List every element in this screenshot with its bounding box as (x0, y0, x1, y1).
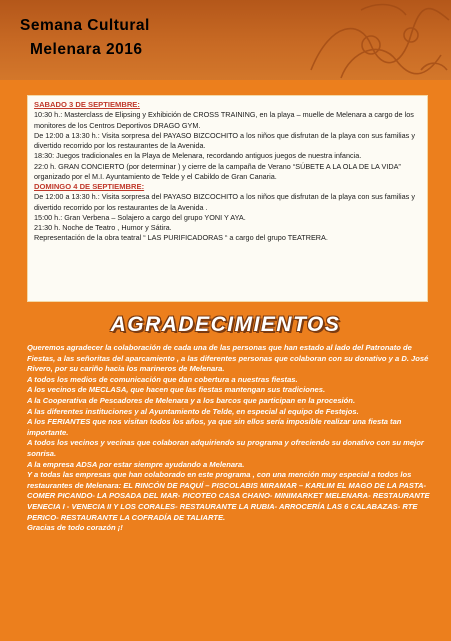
ack-paragraph: Gracias de todo corazón ¡! (27, 523, 123, 533)
schedule-item: De 12:00 a 13:30 h.: Visita sorpresa del PAYASO BIZCOCHITO a los niños que disfrutan de la playa con sus familias y divertido recorrido por los restaurantes de la Avenida. (34, 130, 415, 150)
schedule-item: 10:30 h.: Masterclass de Elipsing y Exhibición de CROSS TRAINING, en la playa – muelle de Melenara a cargo de los monitores de los Centros Deportivos DRAGO GYM. (34, 110, 414, 130)
schedule-item: 21:30 h. Noche de Teatro , Humor y Sátira. (34, 223, 172, 232)
ack-paragraph: A la empresa ADSA por estar siempre ayudando a Melenara. (27, 459, 245, 469)
ack-paragraph: Queremos agradecer la colaboración de cada una de las personas que han estado al lado del Patronato de Fiestas, a las señoritas del aparcamiento , a las diferentes personas que colaboran con su donativo y a D. José Rivero, por su cariño hacia los marineros de Melenara. (27, 343, 429, 374)
schedule-item: Representación de la obra teatral “ LAS PURIFICADORAS “ a cargo del grupo TEATRERA. (34, 233, 328, 243)
schedule-item: 18:30: Juegos tradicionales en la Playa de Melenara, recordando antiguos juegos de nuestra infancia. (34, 151, 362, 161)
header-band (0, 0, 451, 80)
acknowledgements-text (27, 343, 431, 534)
schedule-item: 22:0 h. GRAN CONCIERTO (por determinar ) y cierre de la campaña de Verano “SÚBETE A LA OLA DE LA VIDA” organizado por el M.I. Ayuntamiento de Telde y el Cabildo de Gran Canaria. (34, 161, 401, 181)
program-box (27, 95, 428, 302)
day-label-sunday: DOMINGO 4 DE SEPTIEMBRE: (34, 182, 145, 191)
schedule-item: 15:00 h.: Gran Verbena – Solajero a cargo del grupo YONI Y AYA. (34, 212, 246, 222)
ack-paragraph: A los FERIANTES que nos visitan todos los años, ya que sin ellos sería imposible realizar una fiesta tan importante. (27, 417, 402, 437)
schedule-item: De 12:00 a 13:30 h.: Visita sorpresa del PAYASO BIZCOCHITO a los niños que disfrutan de la playa con sus familias y divertido recorrido por los restaurantes de la Avenida . (34, 192, 415, 212)
page-title (20, 14, 320, 62)
ack-paragraph: A todos los vecinos y vecinas que colaboran adquiriendo su programa y ofreciendo su donativo con su mejor sonrisa. (27, 438, 424, 458)
title-line-1: Semana Cultural (20, 17, 150, 34)
ack-paragraph: A la Cooperativa de Pescadores de Melenara y a los barcos que participan en la procesión. (27, 395, 356, 405)
title-line-2: Melenara 2016 (30, 41, 143, 58)
ack-paragraph: A los vecinos de MECLASA, que hacen que las fiestas mantengan sus tradiciones. (27, 385, 326, 395)
ack-paragraph: A las diferentes instituciones y al Ayuntamiento de Telde, en especial al equipo de Festejos. (27, 406, 359, 416)
ack-paragraph: Y a todas las empresas que han colaborado en este programa , con una mención muy especial a todos los restaurantes de Melenara: EL RINCÓN DE PAQUÍ – PISCOLABIS MIRAMAR – KARLIM EL MAGO DE LA PASTA- COMER PICANDO- LA POSADA DEL MAR- PICOTEO CASA CHANO- MINIMARKET MELENARA- RESTAURANTE VENECIA I - VENECIA II Y LOS CORALES- RESTAURANTE LA RUBIA- ARROCERÍA LAS 6 CALABAZAS- RTE PERICO- RESTAURANTE LA COFRADÍA DE TALIARTE. (27, 470, 430, 522)
ack-paragraph: A todos los medios de comunicación que dan cobertura a nuestras fiestas. (27, 374, 298, 384)
section-heading: AGRADECIMIENTOS (110, 313, 341, 336)
day-label-saturday: SABADO 3 DE SEPTIEMBRE: (34, 100, 140, 109)
decorative-ornament (301, 0, 451, 80)
